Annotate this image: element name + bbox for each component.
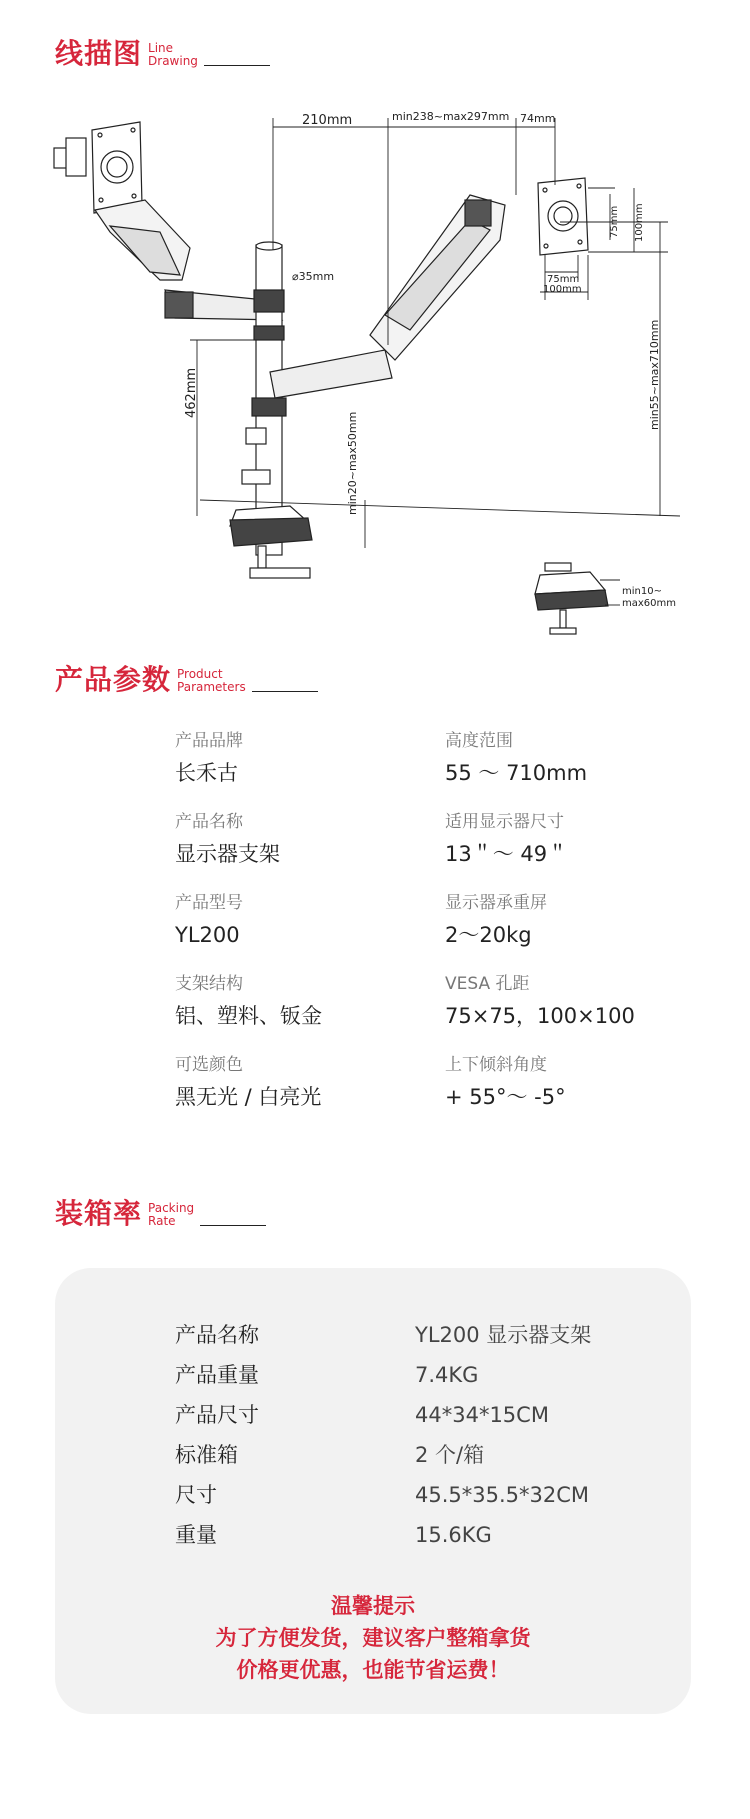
param-color: 可选颜色 黑无光 / 白亮光 <box>175 1055 322 1109</box>
param-name: 产品名称 显示器支架 <box>175 812 280 866</box>
heading-rule <box>252 691 318 692</box>
packing-info-card: 产品名称 YL200 显示器支架 产品重量 7.4KG 产品尺寸 44*34*15CM 标准箱 2 个/箱 尺寸 45.5*35.5*32CM 重量 15.6KG 温馨提示 为了方便发货，建议客户整箱拿货 价格更优惠，也能节省运费！ <box>55 1268 691 1714</box>
param-brand: 产品品牌 长禾古 <box>175 731 243 785</box>
heading-rule <box>204 65 270 66</box>
dim-vesa75-height: 75mm <box>609 205 620 238</box>
param-model: 产品型号 YL200 <box>175 893 243 947</box>
heading-rule <box>200 1225 266 1226</box>
product-params-subtitle: Product Parameters <box>177 667 246 694</box>
packing-subtitle: Packing Rate <box>148 1201 195 1228</box>
dim-vesa100-width: 100mm <box>543 284 582 295</box>
notice-line-2: 价格更优惠，也能节省运费！ <box>236 1658 510 1682</box>
dim-arm-range: min238~max297mm <box>392 110 510 123</box>
product-params-title: 产品参数 <box>55 663 172 696</box>
line-drawing-subtitle: Line Drawing <box>148 41 198 68</box>
product-params-heading <box>55 663 318 696</box>
monitor-arm-line-drawing <box>0 90 750 650</box>
param-tilt: 上下倾斜角度 + 55°～ -5° <box>445 1055 566 1109</box>
dim-clamp-thick-2: max60mm <box>622 598 676 609</box>
notice-line-1: 为了方便发货，建议客户整箱拿货 <box>215 1626 531 1650</box>
param-height-range: 高度范围 55 ～ 710mm <box>445 731 588 785</box>
dim-pole-diameter: ⌀35mm <box>292 270 335 283</box>
packing-heading <box>55 1197 266 1230</box>
dim-vesa100-height: 100mm <box>634 203 645 242</box>
dim-vesa75-width: 75mm <box>547 274 580 285</box>
dim-clamp-range: min20~max50mm <box>346 411 359 515</box>
packing-title: 装箱率 <box>55 1197 143 1230</box>
dim-clamp-thick-1: min10~ <box>622 586 662 597</box>
dim-offset: 74mm <box>520 112 556 125</box>
param-screen-size: 适用显示器尺寸 13＂～ 49＂ <box>445 812 569 866</box>
param-material: 支架结构 铝、塑料、钣金 <box>175 974 322 1028</box>
dim-height-range: min55~max710mm <box>648 319 661 430</box>
line-drawing-heading <box>55 37 270 70</box>
notice-title: 温馨提示 <box>331 1594 415 1618</box>
dim-pole-height: 462mm <box>184 367 199 418</box>
param-vesa: VESA 孔距 75×75，100×100 <box>445 974 635 1028</box>
line-drawing-title: 线描图 <box>55 37 143 70</box>
dim-reach: 210mm <box>302 113 353 128</box>
param-load: 显示器承重屏 2～20kg <box>445 893 547 947</box>
